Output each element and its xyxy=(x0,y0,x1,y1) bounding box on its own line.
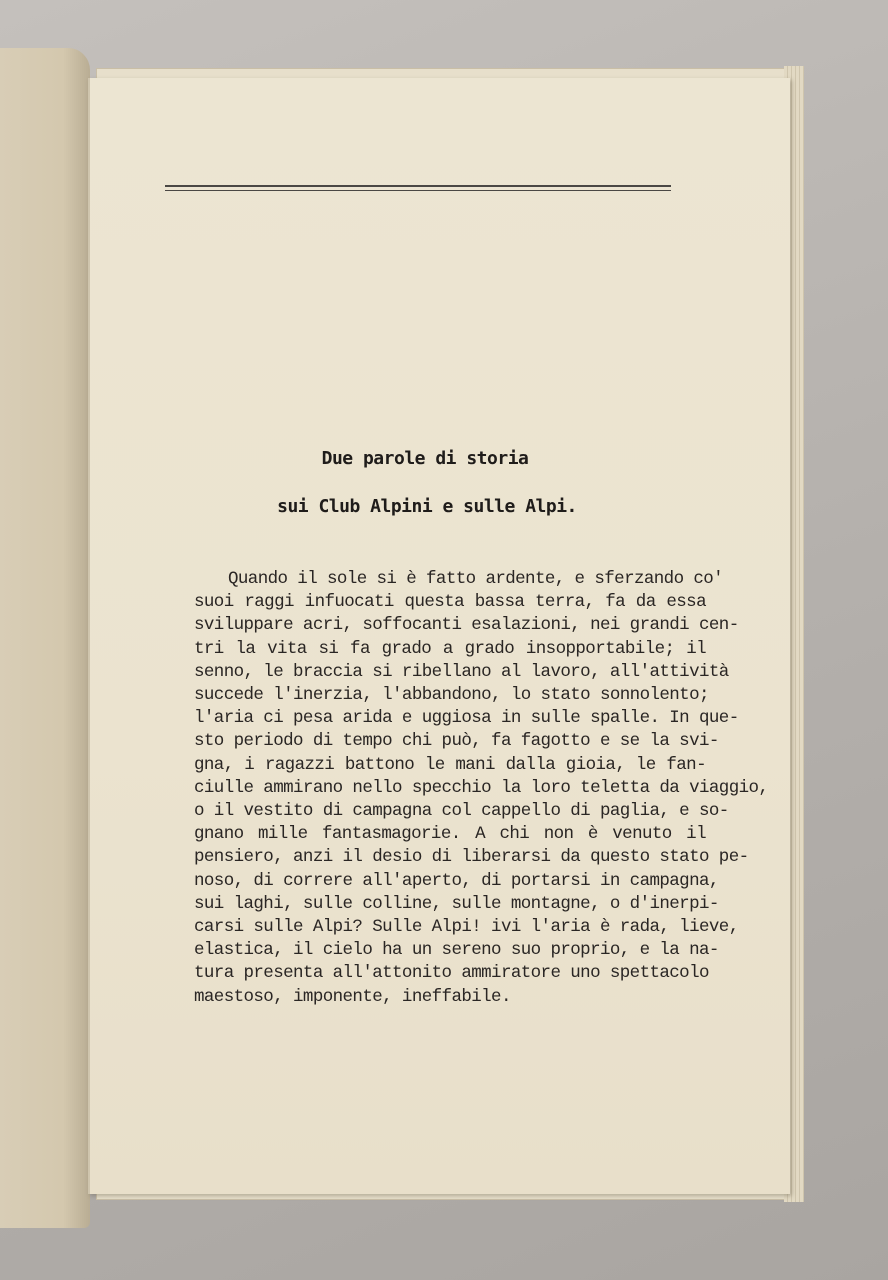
header-rule-top xyxy=(165,185,671,187)
text-line: ciulle ammirano nello specchio la loro teletta da viaggio, xyxy=(194,777,769,798)
chapter-title-line-2: sui Club Alpini e sulle Alpi. xyxy=(277,496,577,517)
text-line: suoi raggi infuocati questa bassa terra, fa da essa xyxy=(194,592,706,613)
text-line: pensiero, anzi il desio di liberarsi da questo stato pe- xyxy=(194,847,749,868)
book-page xyxy=(88,78,790,1194)
chapter-title-line-1: Due parole di storia xyxy=(321,448,529,469)
body-paragraph xyxy=(194,568,769,1009)
text-line: noso, di correre all'aperto, di portarsi in campagna, xyxy=(194,870,719,891)
text-line: sviluppare acri, soffocanti esalazioni, nei grandi cen- xyxy=(194,615,739,636)
text-line: l'aria ci pesa arida e uggiosa in sulle spalle. In que- xyxy=(194,708,739,729)
text-line: sui laghi, sulle colline, sulle montagne, o d'inerpi- xyxy=(194,893,719,914)
left-page-edge xyxy=(0,48,90,1228)
text-line: gnano mille fantasmagorie. A chi non è venuto il xyxy=(194,824,706,845)
text-line: succede l'inerzia, l'abbandono, lo stato sonnolento; xyxy=(194,685,709,706)
text-line: carsi sulle Alpi? Sulle Alpi! ivi l'aria è rada, lieve, xyxy=(194,917,739,938)
text-line: sto periodo di tempo chi può, fa fagotto e se la svi- xyxy=(194,731,719,752)
text-line: senno, le braccia si ribellano al lavoro, all'attività xyxy=(194,661,729,682)
text-line: o il vestito di campagna col cappello di paglia, e so- xyxy=(194,801,729,822)
text-line: Quando il sole si è fatto ardente, e sferzando co' xyxy=(228,569,724,589)
text-line: maestoso, imponente, ineffabile. xyxy=(194,986,511,1007)
text-line: tri la vita si fa grado a grado insopportabile; il xyxy=(194,638,706,659)
header-rule-bottom xyxy=(165,190,671,191)
text-line: tura presenta all'attonito ammiratore uno spettacolo xyxy=(194,963,709,984)
text-line: gna, i ragazzi battono le mani dalla gioia, le fan- xyxy=(194,754,706,775)
text-line: elastica, il cielo ha un sereno suo proprio, e la na- xyxy=(194,940,719,961)
